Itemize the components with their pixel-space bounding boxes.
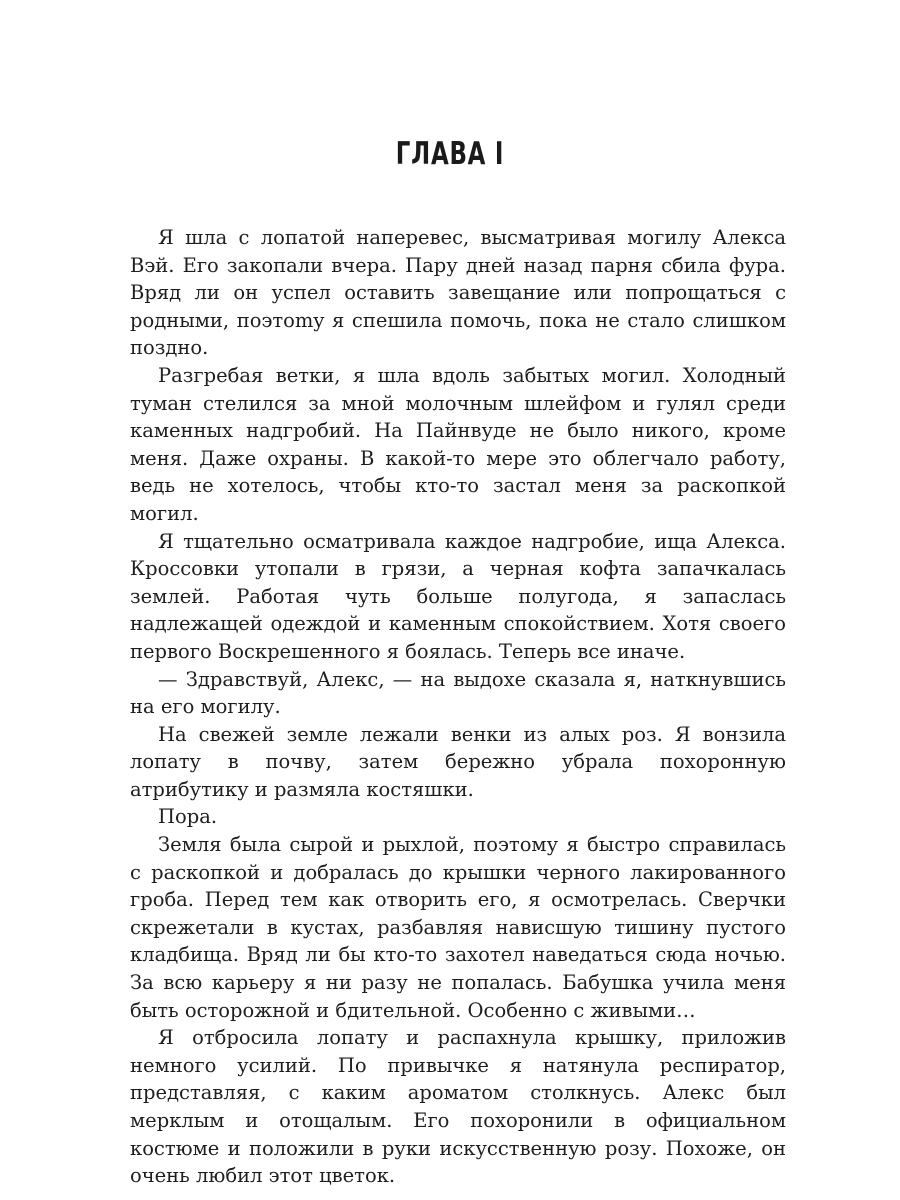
paragraph: Земля была сырой и рыхлой, поэтому я быстро справилась с раскопкой и добралась до крышки черного лакированного гроба. Перед тем как отворить его, я осмотрелась. Сверчки скрежетали в кустах, разбавляя нависшую тишину пустого кладбища. Вряд ли бы кто-то захотел наведаться сюда ночью. За всю карьеру я ни разу не попалась. Бабушка учила меня быть осторожной и бдительной. Особенно с живыми… — [130, 833, 786, 1022]
paragraph: Пора. — [158, 805, 218, 829]
paragraph: Я тщательно осматривала каждое надгробие, ища Алекса. Кроссовки утопали в грязи, а черная кофта запачкалась землей. Работая чуть больше полугода, я запаслась надлежащей одеждой и каменным спокойствием. Хотя своего первого Воскрешенного я боялась. Теперь все иначе. — [130, 529, 786, 663]
paragraph: Я отбросила лопату и распахнула крышку, приложив немного усилий. По привычке я натянула респиратор, представляя, с каким ароматом столкнусь. Алекс был мерклым и отощалым. Его похоронили в официальном костюме и положили в руки искусственную розу. Похоже, он очень любил этот цветок. — [130, 1026, 786, 1188]
paragraph: На свежей земле лежали венки из алых роз. Я вонзила лопату в почву, затем бережно убрала похоронную атрибутику и размяла костяшки. — [130, 722, 786, 801]
paragraph: — Здравствуй, Алекс, — на выдохе сказала я, наткнувшись на его могилу. — [130, 667, 786, 719]
chapter-title: ГЛАВА I — [395, 136, 505, 172]
paragraph: Разгребая ветки, я шла вдоль забытых могил. Холодный туман стелился за мной молочным шлейфом и гулял среди каменных надгробий. На Пайнвуде не было никого, кроме меня. Даже охраны. В какой-то мере это облегчало работу, ведь не хотелось, чтобы кто-то застал меня за раскопкой могил. — [130, 363, 786, 525]
chapter-text — [130, 224, 786, 1190]
paragraph: Я шла с лопатой наперевес, высматривая могилу Алекса Вэй. Его закопали вчера. Пару дней назад парня сбила фура. Вряд ли он успел оставить завещание или попрощаться с родными, поэтоmy я спешила помочь, пока не стало слишком поздно. — [130, 226, 786, 360]
